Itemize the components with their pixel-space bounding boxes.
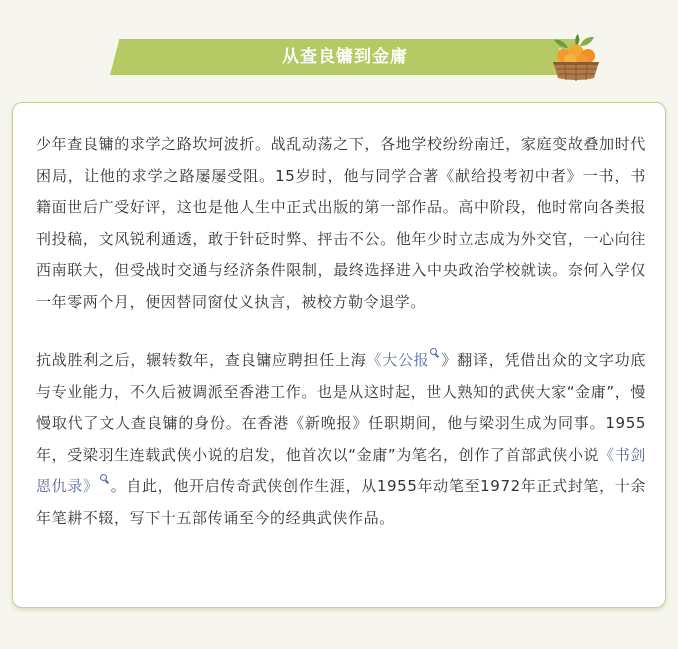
paragraph-1: 少年查良镛的求学之路坎坷波折。战乱动荡之下，各地学校纷纷南迁，家庭变故叠加时代困局，让他的求学之路屡屡受阻。15岁时，他与同学合著《献给投考初中者》一书，书籍面世后广受好评，这也是他人生中正式出版的第一部作品。高中阶段，他时常向各类报刊投稿，文风锐利通透，敢于针砭时弊、抨击不公。他年少时立志成为外交官，一心向往西南联大，但受战时交通与经济条件限制，最终选择进入中央政治学校就读。奈何入学仅一年零两个月，便因替同窗仗义执言，被校方勒令退学。	[36, 135, 646, 311]
section-title: 从查良镛到金庸	[282, 47, 408, 67]
fruit-basket-icon	[548, 34, 604, 82]
paragraph-2-text-a: 抗战胜利之后，辗转数年，查良镛应聘担任上海	[36, 351, 367, 369]
search-icon[interactable]	[430, 348, 439, 360]
paragraph-2	[36, 345, 646, 534]
search-icon[interactable]	[100, 474, 109, 486]
paragraph-2-text-b: 》翻译，凭借出众的文字功底与专业能力，不久后被调派至香港工作。也是从这时起，世人熟知的武侠大家“金庸”，慢慢取代了文人查良镛的身份。在香港《新晚报》任职期间，他与梁羽生成为同事。1955年，受梁羽生连载武侠小说的启发，他首次以“金庸”为笔名，创作了首部武侠小说	[36, 351, 646, 464]
link-ta-kung-pao[interactable]: 《大公报	[366, 351, 430, 369]
paragraph-2-text-c: 。自此，他开启传奇武侠创作生涯，从1955年动笔至1972年正式封笔，十余年笔耕不辍，写下十五部传诵至今的经典武侠作品。	[36, 477, 646, 527]
link-book-and-sword[interactable]: 《书剑恩仇录》	[36, 445, 646, 495]
